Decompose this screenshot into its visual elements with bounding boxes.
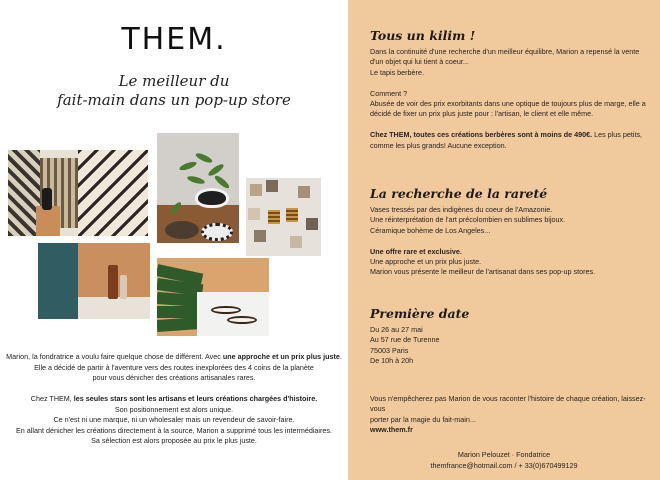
photo-earrings (246, 178, 321, 256)
brand-logo: THEM. (121, 22, 227, 57)
photo-sandals (157, 258, 269, 336)
photo-berber-rugs (8, 150, 148, 236)
section-kilim-body: Dans la continuité d'une recherche d'un meilleur équilibre, Marion a repensé la vente d'un objet qui lui tient à coeur... Le tapis berbère. Comment ? Abusée de voir des prix exorbitants dans une optique de toujours plus de marge, elle a décidé de fixer un prix plus juste pour : l'artisan, le client et elle même. Chez THEM, toutes ces créations berbères sont à moins de 490€. Les plus petits, comme les plus grands! Aucune exception. (370, 47, 646, 150)
story-paragraph: Chez THEM, les seules stars sont les artisans et leurs créations chargées d'histoire. Son positionnement est alors unique. Ce n'est ni une marque, ni un wholesaler mais un revendeur de savoir-faire. En allant dénicher les créations directement à la source, Marion a supprimé tous les intermédiaires. Sa sélection est alors proposée au prix le plus juste. (15, 394, 332, 445)
photo-bottles (38, 243, 150, 319)
footer-contact (348, 450, 660, 471)
contact-details: themfrance@hotmail.com / + 33(0)670499129 (430, 460, 578, 470)
intro-paragraph: Marion, la fondratrice a voulu faire quelque chose de différent. Avec une approche et un prix plus juste. Elle a décidé de partir à l'aventure vers des routes inexplorées des 4 coins de la planète pour vous dénicher des créations artisanales rares. (6, 352, 342, 382)
closing-paragraph: Vous n'empêcherez pas Marion de vous raconter l'histoire de chaque création, laissez-vous porter par la magie du fait-main... www.them.fr (370, 394, 646, 435)
founder-name: Marion Pelouzet · Fondatrice (457, 450, 551, 459)
website-link[interactable]: www.them.fr (370, 425, 413, 435)
section-rarity-body: Vases tressés par des indigènes du coeur de l'Amazonie. Une réinterprétation de l'art précolombien en sublimes bijoux. Céramique bohème de Los Angeles... Une offre rare et exclusive. Une approche et un prix plus juste. Marion vous présente le meilleur de l'artisanat dans ses pop-up stores. (370, 205, 596, 277)
section-rarity-title: La recherche de la rareté (370, 186, 548, 201)
tagline (0, 72, 348, 110)
photo-plant-bowls (157, 133, 239, 243)
section-date-body: Du 26 au 27 mai Au 57 rue de Turenne 75003 Paris De 10h à 20h (370, 325, 440, 366)
section-kilim-title: Tous un kilim ! (370, 28, 476, 43)
section-date-title: Première date (370, 306, 470, 321)
tagline-line-2: fait-main dans un pop-up store (57, 91, 291, 109)
tagline-line-1: Le meilleur du (118, 72, 230, 90)
